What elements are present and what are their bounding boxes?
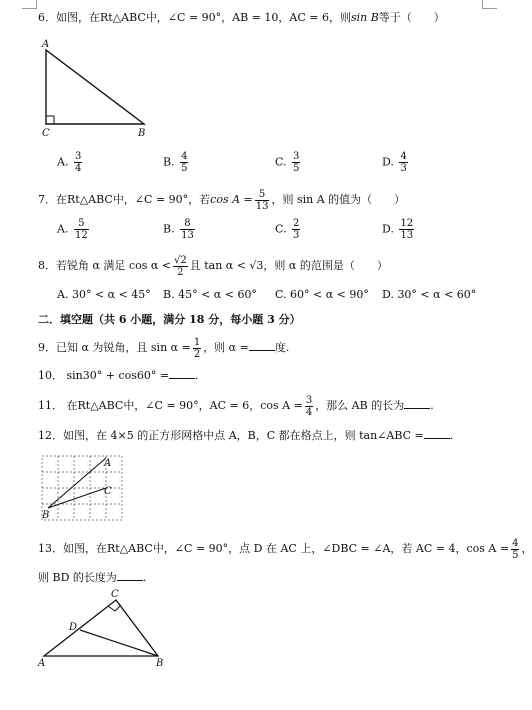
option-label: C. [275,222,287,236]
q8-option-b[interactable] [163,288,257,301]
fraction [74,218,89,241]
q9-stem-end: 度. [274,341,290,354]
option-text: 30° < α < 45° [71,288,151,301]
fraction [180,218,195,241]
option-text: 30° < α < 60° [397,288,477,301]
q11-stem-mid: ，那么 AB 的长为 [315,399,405,412]
q9-answer-blank[interactable] [249,340,275,351]
q12-grid-figure [38,452,128,524]
q13-answer-blank[interactable] [117,570,143,581]
q13-triangle-name: Rt△ABC [107,542,153,555]
question-13-stem [38,535,532,563]
option-label: D. [382,155,394,169]
q7-option-d[interactable] [382,218,416,241]
q7-option-c[interactable] [275,218,302,241]
q13-triangle [44,600,158,656]
numerator: 4 [512,537,519,549]
q8-stem-end: 且 tan α < √3，则 α 的范围是（ ） [189,259,388,272]
q7-triangle-name: Rt△ABC [67,193,113,206]
q13-stem-conditions: 中，∠C = 90°，点 D 在 AC 上，∠DBC = ∠A，若 AC = 4，cos A = [152,542,510,555]
denominator: 2 [177,266,184,278]
denominator: 5 [293,163,300,174]
numerator: 1 [193,336,201,348]
q6-option-b[interactable] [163,151,190,174]
denominator: 4 [74,163,82,174]
numerator: 5 [255,189,270,201]
q6-stem-conditions: 中，∠C = 90°，AB = 10，AC = 6，则 [145,11,351,24]
q9-fraction [193,337,201,360]
q12-label-b: B [42,510,50,521]
q6-right-angle-mark [46,116,54,124]
question-11-stem [38,392,434,420]
q8-option-a[interactable] [57,288,151,301]
question-12-stem [38,428,453,444]
numerator: 8 [180,218,195,230]
q9-stem-part: 9．已知 α 为锐角，且 sin α = [38,341,191,354]
numerator: 4 [181,151,188,162]
option-label: B. [163,222,175,236]
q11-triangle-name: Rt△ABC [77,399,124,412]
fraction [292,218,300,241]
fraction [399,151,407,174]
option-text: 45° < α < 60° [178,288,257,301]
option-label: B. [163,155,175,169]
denominator: 4 [305,406,313,418]
q13-label-d: D [69,622,78,633]
option-label: C. [275,288,287,301]
q13-right-angle-mark [108,605,121,611]
q6-label-a: A [42,39,50,50]
numerator: 4 [400,151,407,162]
option-label: C. [275,155,287,169]
q12-segment-ba [48,458,106,508]
numerator: 3 [74,151,82,162]
q12-stem-part: 12．如图，在 4×5 的正方形网格中点 A，B，C 都在格点上，则 tan∠ABC = [38,429,424,442]
page-corner-mark-right [482,0,497,9]
q12-segment-bc [48,488,106,508]
q11-stem-end: . [430,399,434,412]
denominator: 13 [255,200,269,212]
q6-option-c[interactable] [275,151,302,174]
q7-option-b[interactable] [163,218,197,241]
q8-stem-part: 8．若锐角 α 满足 cos α < [38,259,171,272]
question-8-stem [38,252,388,280]
fraction [74,151,82,174]
option-label: D. [382,288,394,301]
fraction [399,218,414,241]
q13-segment-bd [80,630,158,656]
q7-cos-a: cos A = [210,193,253,206]
fraction [292,151,300,174]
denominator: 13 [181,230,194,241]
q6-sin-b: sin B [350,11,379,24]
denominator: 5 [512,549,519,561]
q8-fraction [173,255,188,278]
q9-stem-mid: ，则 α = [203,341,249,354]
denominator: 5 [181,163,188,174]
q11-fraction [305,395,313,418]
q6-figure [38,38,168,138]
denominator: 2 [193,348,201,360]
q13-figure [36,588,176,668]
numerator: 3 [293,151,300,162]
q8-option-d[interactable] [382,288,476,301]
q7-stem-end: ，则 sin A 的值为（ ） [271,193,406,206]
q7-option-a[interactable] [57,218,91,241]
question-6-stem [38,10,445,26]
numerator: 3 [305,394,313,406]
q12-answer-blank[interactable] [424,428,450,439]
section-header: 二．填空题（共 6 小题，满分 18 分，每小题 3 分） [38,313,301,326]
q6-option-d[interactable] [382,151,410,174]
q13-line2-text: 则 BD 的长度为 [38,571,117,584]
question-10-stem [38,368,199,384]
denominator: 13 [400,230,414,241]
q10-answer-blank[interactable] [169,368,195,379]
denominator: 3 [293,230,300,241]
numerator: √2 [173,254,187,266]
q13-fraction [511,538,519,561]
q13-label-b: B [156,658,164,669]
numerator: 12 [400,218,414,229]
q6-triangle [46,50,144,124]
q13-line2-end: . [142,571,147,584]
q12-label-a: A [104,458,112,469]
option-label: B. [163,288,175,301]
q7-stem-conditions: 中，∠C = 90°，若 [112,193,211,206]
q11-stem-conditions: 中，∠C = 90°，AC = 6，cos A = [123,399,303,412]
q12-stem-end: . [449,429,454,442]
question-13-line2 [38,570,146,586]
option-label: A. [57,222,69,236]
q6-triangle-name: Rt△ABC [100,11,146,24]
q12-label-c: C [104,486,112,497]
q13-stem-end: ， [521,542,532,555]
q10-stem-end: . [195,369,199,382]
q11-stem-part: 11． 在 [38,399,78,412]
q11-answer-blank[interactable] [404,398,430,409]
option-label: A. [57,288,69,301]
question-7-stem [38,186,405,214]
q10-stem-part: 10． sin30° + cos60° = [38,369,170,382]
option-label: A. [57,155,69,169]
q7-fraction [255,189,270,212]
option-label: D. [382,222,394,236]
q6-label-c: C [42,128,50,139]
denominator: 3 [400,163,407,174]
page-corner-mark-left [22,0,37,9]
q13-label-a: A [38,658,46,669]
q6-stem-part: 6．如图，在 [38,11,100,24]
q6-label-b: B [138,128,146,139]
q8-option-c[interactable] [275,288,369,301]
numerator: 5 [74,218,89,230]
denominator: 12 [74,230,88,241]
fraction [180,151,188,174]
q13-stem-part: 13．如图，在 [38,542,107,555]
q6-option-a[interactable] [57,151,84,174]
q13-label-c: C [111,589,119,600]
question-9-stem [38,334,289,362]
numerator: 2 [293,218,300,229]
q7-stem-part: 7．在 [38,193,67,206]
q6-stem-end: 等于（ ） [378,11,445,24]
option-text: 60° < α < 90° [290,288,369,301]
